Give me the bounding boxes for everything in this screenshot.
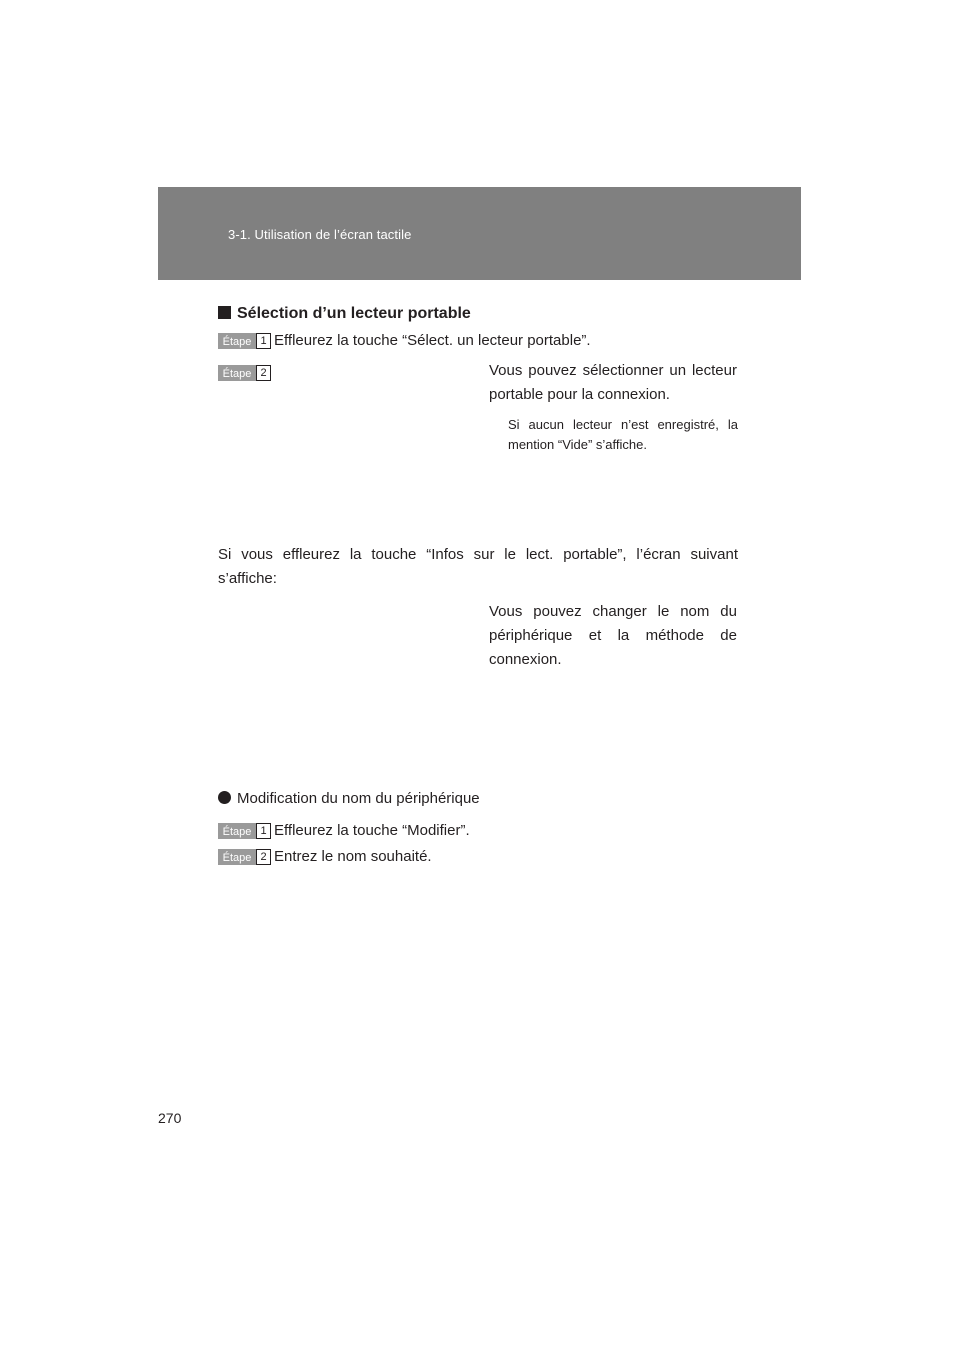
step-badge-word: Étape: [218, 333, 256, 349]
step-2-description: Vous pouvez sélectionner un lecteur portable pour la connexion.: [489, 362, 737, 403]
section-heading-text: Sélection d’un lecteur portable: [237, 305, 471, 322]
subsection-heading-text: Modification du nom du périphérique: [237, 790, 480, 807]
step-badge-word: Étape: [218, 849, 256, 865]
sub-step-1-text: Effleurez la touche “Modifier”.: [274, 822, 470, 839]
sub-step-2-text: Entrez le nom souhaité.: [274, 848, 432, 865]
step-badge-word: Étape: [218, 823, 256, 839]
info-description: Vous pouvez changer le nom du périphérique et la méthode de connexion.: [489, 603, 737, 668]
step-badge-number: 2: [256, 365, 271, 381]
step-badge-number: 1: [256, 333, 271, 349]
sub-step-badge-2: [218, 849, 271, 865]
round-bullet-icon: [218, 791, 231, 804]
step-2-note: Si aucun lecteur n’est enregistré, la mention “Vide” s’affiche.: [508, 417, 738, 452]
subsection-heading: [218, 790, 480, 807]
step-badge-number: 2: [256, 849, 271, 865]
sub-step-badge-1: [218, 823, 271, 839]
section-label: 3-1. Utilisation de l’écran tactile: [228, 227, 412, 242]
step-1-text: Effleurez la touche “Sélect. un lecteur portable”.: [274, 332, 591, 349]
square-bullet-icon: [218, 306, 231, 319]
info-paragraph: Si vous effleurez la touche “Infos sur le lect. portable”, l’écran suivant s’affiche:: [218, 546, 738, 587]
section-heading: [218, 305, 471, 323]
page-number: 270: [158, 1110, 182, 1126]
step-badge-1: [218, 333, 271, 349]
step-badge-2: [218, 365, 271, 381]
step-badge-word: Étape: [218, 365, 256, 381]
step-badge-number: 1: [256, 823, 271, 839]
